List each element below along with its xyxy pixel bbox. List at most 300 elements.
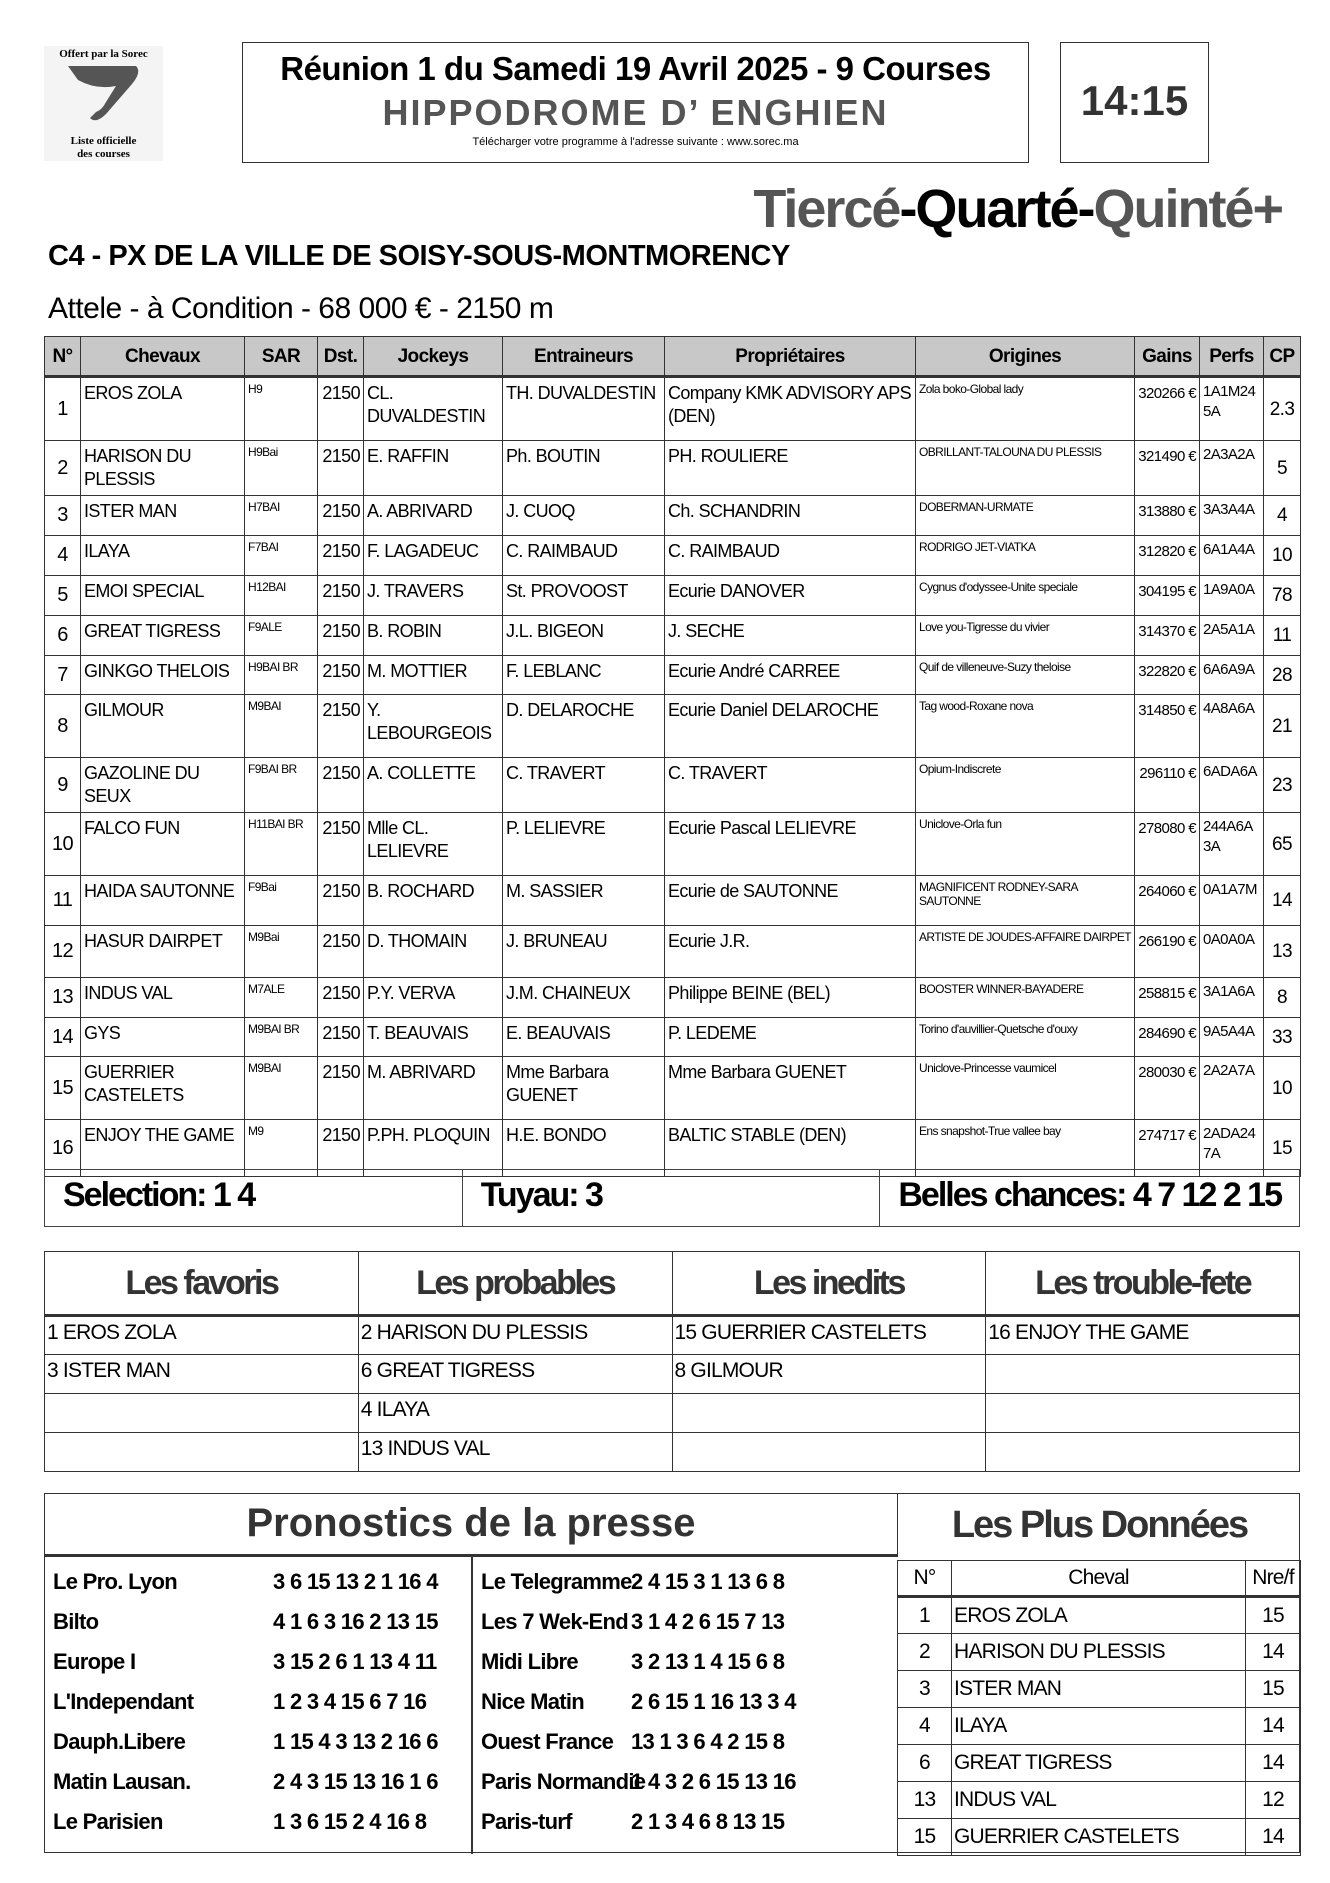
press-source: Les 7 Wek-End bbox=[481, 1609, 628, 1634]
cell-jockey: CL. DUVALDESTIN bbox=[364, 377, 503, 441]
cell-cp: 78 bbox=[1264, 576, 1301, 616]
table-row bbox=[45, 377, 1301, 441]
cell-number: 7 bbox=[45, 656, 81, 695]
cell-jockey: Mlle CL. LELIEVRE bbox=[364, 813, 503, 876]
cell-cp: 23 bbox=[1264, 758, 1301, 813]
cell-earnings: 322820 € bbox=[1135, 656, 1200, 695]
press-picks: 2 4 3 15 13 16 1 6 bbox=[273, 1769, 438, 1794]
group-cell: 4 ILAYA bbox=[358, 1394, 672, 1433]
cell-number: 11 bbox=[45, 876, 81, 926]
table-row bbox=[45, 813, 1301, 876]
cell-number: 15 bbox=[45, 1057, 81, 1120]
header-distance: Dst. bbox=[318, 337, 364, 377]
cell-perfs: 3A3A4A bbox=[1200, 496, 1264, 536]
table-row bbox=[45, 536, 1301, 576]
cell-trainer: D. DELAROCHE bbox=[503, 695, 665, 758]
cell-earnings: 266190 € bbox=[1135, 926, 1200, 978]
press-source: Europe I bbox=[53, 1649, 136, 1674]
plus-cell: GREAT TIGRESS bbox=[952, 1745, 1246, 1782]
table-row bbox=[45, 978, 1301, 1018]
group-cell: 2 HARISON DU PLESSIS bbox=[358, 1316, 672, 1355]
cell-cp: 14 bbox=[1264, 876, 1301, 926]
cell-earnings: 312820 € bbox=[1135, 536, 1200, 576]
header-horse: Chevaux bbox=[81, 337, 245, 377]
header-cp: CP bbox=[1264, 337, 1301, 377]
cell-trainer: E. BEAUVAIS bbox=[503, 1018, 665, 1057]
cell-origins: RODRIGO JET-VIATKA bbox=[916, 536, 1135, 576]
cell-origins: Zola boko-Global lady bbox=[916, 377, 1135, 441]
plus-cell: 14 bbox=[1246, 1745, 1301, 1782]
cell-horse: EMOI SPECIAL bbox=[81, 576, 245, 616]
cell-perfs: 0A1A7M bbox=[1200, 876, 1264, 926]
plus-cell: 3 bbox=[898, 1671, 952, 1708]
table-row bbox=[45, 758, 1301, 813]
table-row bbox=[45, 926, 1301, 978]
sorec-logo bbox=[44, 46, 163, 161]
press-row bbox=[473, 1689, 897, 1729]
cell-distance: 2150 bbox=[318, 1057, 364, 1120]
cell-number: 12 bbox=[45, 926, 81, 978]
plus-donnees-title: Les Plus Données bbox=[951, 1504, 1248, 1546]
plus-cell: GUERRIER CASTELETS bbox=[952, 1819, 1246, 1856]
plus-cell: 15 bbox=[898, 1819, 952, 1856]
cell-trainer: F. LEBLANC bbox=[503, 656, 665, 695]
cell-distance: 2150 bbox=[318, 926, 364, 978]
press-source: Nice Matin bbox=[481, 1689, 585, 1714]
plus-donnees-table bbox=[897, 1560, 1301, 1856]
cell-number: 3 bbox=[45, 496, 81, 536]
plus-cell: ISTER MAN bbox=[952, 1671, 1246, 1708]
cell-cp: 13 bbox=[1264, 926, 1301, 978]
plus-cell: 2 bbox=[898, 1634, 952, 1671]
cell-sar: H9 bbox=[245, 377, 318, 441]
cell-origins: Tag wood-Roxane nova bbox=[916, 695, 1135, 758]
cell-owner: Ecurie de SAUTONNE bbox=[665, 876, 916, 926]
bet-quinte: Quinté+ bbox=[1093, 179, 1282, 239]
press-source: Ouest France bbox=[481, 1729, 614, 1754]
group-cell: 16 ENJOY THE GAME bbox=[986, 1316, 1300, 1355]
press-row bbox=[45, 1649, 471, 1689]
plus-row bbox=[898, 1671, 1301, 1708]
race-title: C4 - PX DE LA VILLE DE SOISY-SOUS-MONTMORENCY bbox=[48, 240, 790, 272]
group-cell: 15 GUERRIER CASTELETS bbox=[672, 1316, 986, 1355]
cell-trainer: J.M. CHAINEUX bbox=[503, 978, 665, 1018]
cell-jockey: J. TRAVERS bbox=[364, 576, 503, 616]
cell-perfs: 6A6A9A bbox=[1200, 656, 1264, 695]
cell-distance: 2150 bbox=[318, 978, 364, 1018]
table-row bbox=[45, 496, 1301, 536]
cell-earnings: 278080 € bbox=[1135, 813, 1200, 876]
tuyau-tip: Tuyau: 3 bbox=[462, 1170, 880, 1226]
plus-cell: ILAYA bbox=[952, 1708, 1246, 1745]
press-source: Dauph.Libere bbox=[53, 1729, 186, 1754]
cell-cp: 21 bbox=[1264, 695, 1301, 758]
header-owner: Propriétaires bbox=[665, 337, 916, 377]
plus-row bbox=[898, 1745, 1301, 1782]
press-row bbox=[45, 1729, 471, 1769]
cell-origins: Uniclove-Princesse vaumicel bbox=[916, 1057, 1135, 1120]
cell-owner: C. RAIMBAUD bbox=[665, 536, 916, 576]
cell-jockey: B. ROCHARD bbox=[364, 876, 503, 926]
plus-row bbox=[898, 1597, 1301, 1634]
cell-earnings: 284690 € bbox=[1135, 1018, 1200, 1057]
cell-distance: 2150 bbox=[318, 758, 364, 813]
cell-cp: 8 bbox=[1264, 978, 1301, 1018]
cell-distance: 2150 bbox=[318, 656, 364, 695]
cell-trainer: Ph. BOUTIN bbox=[503, 441, 665, 496]
cell-earnings: 296110 € bbox=[1135, 758, 1200, 813]
press-picks: 1 3 6 15 2 4 16 8 bbox=[273, 1809, 427, 1834]
plus-row bbox=[898, 1708, 1301, 1745]
cell-sar: M9 bbox=[245, 1120, 318, 1177]
group-cell: 6 GREAT TIGRESS bbox=[358, 1355, 672, 1394]
press-picks: 3 6 15 13 2 1 16 4 bbox=[273, 1569, 438, 1594]
table-row bbox=[45, 1057, 1301, 1120]
press-source: Paris-turf bbox=[481, 1809, 572, 1834]
cell-jockey: M. MOTTIER bbox=[364, 656, 503, 695]
cell-sar: F9Bai bbox=[245, 876, 318, 926]
logo-bottom-line1: Liste officielle bbox=[70, 135, 137, 147]
cell-jockey: A. ABRIVARD bbox=[364, 496, 503, 536]
cell-cp: 33 bbox=[1264, 1018, 1301, 1057]
cell-jockey: E. RAFFIN bbox=[364, 441, 503, 496]
table-row bbox=[45, 1018, 1301, 1057]
press-section bbox=[44, 1493, 1300, 1853]
header-perfs: Perfs bbox=[1200, 337, 1264, 377]
cell-number: 6 bbox=[45, 616, 81, 656]
cell-cp: 28 bbox=[1264, 656, 1301, 695]
cell-trainer: J. BRUNEAU bbox=[503, 926, 665, 978]
cell-cp: 4 bbox=[1264, 496, 1301, 536]
press-picks: 2 6 15 1 16 13 3 4 bbox=[631, 1689, 796, 1714]
cell-owner: C. TRAVERT bbox=[665, 758, 916, 813]
plus-row bbox=[898, 1634, 1301, 1671]
plus-cell: 12 bbox=[1246, 1782, 1301, 1819]
cell-cp: 5 bbox=[1264, 441, 1301, 496]
header-number: N° bbox=[45, 337, 81, 377]
table-row bbox=[45, 876, 1301, 926]
group-cell bbox=[45, 1433, 359, 1472]
horse-logo-icon bbox=[66, 62, 144, 124]
plus-cell: HARISON DU PLESSIS bbox=[952, 1634, 1246, 1671]
cell-number: 13 bbox=[45, 978, 81, 1018]
cell-jockey: D. THOMAIN bbox=[364, 926, 503, 978]
cell-earnings: 258815 € bbox=[1135, 978, 1200, 1018]
cell-owner: Ecurie Daniel DELAROCHE bbox=[665, 695, 916, 758]
group-cell: 3 ISTER MAN bbox=[45, 1355, 359, 1394]
groups-table bbox=[44, 1251, 1300, 1472]
cell-horse: ISTER MAN bbox=[81, 496, 245, 536]
runners-table bbox=[44, 336, 1301, 1177]
cell-origins: Quif de villeneuve-Suzy theloise bbox=[916, 656, 1135, 695]
plus-cell: 4 bbox=[898, 1708, 952, 1745]
group-header: Les inedits bbox=[672, 1252, 986, 1316]
press-row bbox=[45, 1609, 471, 1649]
bet-type-title bbox=[753, 178, 1282, 240]
cell-owner: Ecurie DANOVER bbox=[665, 576, 916, 616]
cell-distance: 2150 bbox=[318, 695, 364, 758]
press-picks: 3 2 13 1 4 15 6 8 bbox=[631, 1649, 785, 1674]
cell-sar: M9Bai bbox=[245, 926, 318, 978]
plus-cell: INDUS VAL bbox=[952, 1782, 1246, 1819]
cell-sar: H12BAI bbox=[245, 576, 318, 616]
press-row bbox=[473, 1649, 897, 1689]
cell-sar: F9BAI BR bbox=[245, 758, 318, 813]
cell-number: 14 bbox=[45, 1018, 81, 1057]
selection-tip: Selection: 1 4 bbox=[63, 1176, 255, 1214]
plus-cell: 15 bbox=[1246, 1671, 1301, 1708]
cell-perfs: 0A0A0A bbox=[1200, 926, 1264, 978]
cell-cp: 11 bbox=[1264, 616, 1301, 656]
cell-perfs: 2A2A7A bbox=[1200, 1057, 1264, 1120]
plus-cell: 13 bbox=[898, 1782, 952, 1819]
table-row bbox=[45, 656, 1301, 695]
press-picks: 1 15 4 3 13 2 16 6 bbox=[273, 1729, 438, 1754]
plus-header: N° bbox=[898, 1561, 952, 1597]
press-right-column bbox=[473, 1569, 897, 1849]
tips-bar bbox=[44, 1169, 1300, 1227]
cell-trainer: St. PROVOOST bbox=[503, 576, 665, 616]
group-header: Les favoris bbox=[45, 1252, 359, 1316]
cell-horse: FALCO FUN bbox=[81, 813, 245, 876]
meeting-header bbox=[242, 42, 1029, 163]
press-row bbox=[45, 1769, 471, 1809]
cell-owner: P. LEDEME bbox=[665, 1018, 916, 1057]
cell-perfs: 6A1A4A bbox=[1200, 536, 1264, 576]
cell-origins: Ens snapshot-True vallee bay bbox=[916, 1120, 1135, 1177]
cell-horse: ENJOY THE GAME bbox=[81, 1120, 245, 1177]
cell-distance: 2150 bbox=[318, 876, 364, 926]
group-row bbox=[45, 1433, 1300, 1472]
cell-sar: M9BAI bbox=[245, 695, 318, 758]
cell-distance: 2150 bbox=[318, 377, 364, 441]
press-picks: 13 1 3 6 4 2 15 8 bbox=[631, 1729, 785, 1754]
cell-origins: Love you-Tigresse du vivier bbox=[916, 616, 1135, 656]
group-cell bbox=[672, 1394, 986, 1433]
cell-number: 4 bbox=[45, 536, 81, 576]
cell-trainer: J.L. BIGEON bbox=[503, 616, 665, 656]
cell-jockey: A. COLLETTE bbox=[364, 758, 503, 813]
cell-cp: 2.3 bbox=[1264, 377, 1301, 441]
plus-cell: 1 bbox=[898, 1597, 952, 1634]
cell-trainer: TH. DUVALDESTIN bbox=[503, 377, 665, 441]
cell-distance: 2150 bbox=[318, 536, 364, 576]
cell-trainer: H.E. BONDO bbox=[503, 1120, 665, 1177]
press-source: Le Parisien bbox=[53, 1809, 163, 1834]
cell-horse: GREAT TIGRESS bbox=[81, 616, 245, 656]
press-picks: 3 1 4 2 6 15 7 13 bbox=[631, 1609, 785, 1634]
cell-origins: Torino d'auvillier-Quetsche d'ouxy bbox=[916, 1018, 1135, 1057]
header-origins: Origines bbox=[916, 337, 1135, 377]
cell-jockey: M. ABRIVARD bbox=[364, 1057, 503, 1120]
cell-jockey: Y. LEBOURGEOIS bbox=[364, 695, 503, 758]
cell-trainer: C. TRAVERT bbox=[503, 758, 665, 813]
plus-cell: EROS ZOLA bbox=[952, 1597, 1246, 1634]
press-source: Paris Normandie bbox=[481, 1769, 646, 1794]
cell-trainer: Mme Barbara GUENET bbox=[503, 1057, 665, 1120]
press-source: Le Telegramme bbox=[481, 1569, 632, 1594]
cell-owner: Company KMK ADVISORY APS (DEN) bbox=[665, 377, 916, 441]
header-trainer: Entraineurs bbox=[503, 337, 665, 377]
press-picks: 4 1 6 3 16 2 13 15 bbox=[273, 1609, 438, 1634]
cell-distance: 2150 bbox=[318, 1018, 364, 1057]
cell-horse: HAIDA SAUTONNE bbox=[81, 876, 245, 926]
cell-owner: Ecurie André CARREE bbox=[665, 656, 916, 695]
cell-owner: BALTIC STABLE (DEN) bbox=[665, 1120, 916, 1177]
race-time: 14:15 bbox=[1060, 42, 1209, 163]
header-earnings: Gains bbox=[1135, 337, 1200, 377]
cell-distance: 2150 bbox=[318, 441, 364, 496]
plus-row bbox=[898, 1819, 1301, 1856]
cell-sar: F7BAI bbox=[245, 536, 318, 576]
cell-earnings: 264060 € bbox=[1135, 876, 1200, 926]
cell-horse: HARISON DU PLESSIS bbox=[81, 441, 245, 496]
press-source: Matin Lausan. bbox=[53, 1769, 191, 1794]
press-source: Midi Libre bbox=[481, 1649, 578, 1674]
logo-top-text: Offert par la Sorec bbox=[59, 48, 148, 60]
press-picks: 1 4 3 2 6 15 13 16 bbox=[631, 1769, 796, 1794]
cell-origins: DOBERMAN-URMATE bbox=[916, 496, 1135, 536]
group-cell: 1 EROS ZOLA bbox=[45, 1316, 359, 1355]
download-note: Télécharger votre programme à l'adresse suivante : www.sorec.ma bbox=[472, 136, 799, 148]
cell-perfs: 3A1A6A bbox=[1200, 978, 1264, 1018]
plus-cell: 14 bbox=[1246, 1708, 1301, 1745]
cell-perfs: 2ADA24 7A bbox=[1200, 1120, 1264, 1177]
cell-trainer: P. LELIEVRE bbox=[503, 813, 665, 876]
group-cell bbox=[986, 1433, 1300, 1472]
cell-horse: GAZOLINE DU SEUX bbox=[81, 758, 245, 813]
cell-perfs: 2A5A1A bbox=[1200, 616, 1264, 656]
bet-tierce: Tiercé bbox=[753, 179, 900, 239]
cell-earnings: 280030 € bbox=[1135, 1057, 1200, 1120]
cell-distance: 2150 bbox=[318, 813, 364, 876]
plus-row bbox=[898, 1782, 1301, 1819]
group-cell bbox=[45, 1394, 359, 1433]
group-header: Les probables bbox=[358, 1252, 672, 1316]
press-row bbox=[45, 1569, 471, 1609]
race-conditions: Attele - à Condition - 68 000 € - 2150 m bbox=[48, 292, 554, 325]
cell-number: 5 bbox=[45, 576, 81, 616]
bet-quarte: -Quarté- bbox=[899, 179, 1094, 239]
venue-name: HIPPODROME D’ ENGHIEN bbox=[382, 92, 889, 133]
cell-jockey: P.PH. PLOQUIN bbox=[364, 1120, 503, 1177]
group-row bbox=[45, 1316, 1300, 1355]
cell-owner: Ch. SCHANDRIN bbox=[665, 496, 916, 536]
table-row bbox=[45, 1120, 1301, 1177]
table-row bbox=[45, 441, 1301, 496]
cell-origins: ARTISTE DE JOUDES-AFFAIRE DAIRPET bbox=[916, 926, 1135, 978]
cell-origins: Cygnus d'odyssee-Unite speciale bbox=[916, 576, 1135, 616]
cell-number: 1 bbox=[45, 377, 81, 441]
plus-cell: 6 bbox=[898, 1745, 952, 1782]
table-row bbox=[45, 576, 1301, 616]
plus-cell: 14 bbox=[1246, 1819, 1301, 1856]
cell-number: 8 bbox=[45, 695, 81, 758]
cell-sar: M9BAI bbox=[245, 1057, 318, 1120]
cell-owner: Mme Barbara GUENET bbox=[665, 1057, 916, 1120]
cell-earnings: 320266 € bbox=[1135, 377, 1200, 441]
group-cell bbox=[672, 1433, 986, 1472]
cell-earnings: 321490 € bbox=[1135, 441, 1200, 496]
press-row bbox=[45, 1809, 471, 1849]
cell-earnings: 304195 € bbox=[1135, 576, 1200, 616]
cell-horse: GILMOUR bbox=[81, 695, 245, 758]
cell-trainer: J. CUOQ bbox=[503, 496, 665, 536]
cell-distance: 2150 bbox=[318, 576, 364, 616]
press-picks: 2 4 15 3 1 13 6 8 bbox=[631, 1569, 785, 1594]
groups-header-row bbox=[45, 1252, 1300, 1316]
cell-horse: EROS ZOLA bbox=[81, 377, 245, 441]
cell-sar: H7BAI bbox=[245, 496, 318, 536]
table-row bbox=[45, 616, 1301, 656]
cell-cp: 15 bbox=[1264, 1120, 1301, 1177]
cell-number: 16 bbox=[45, 1120, 81, 1177]
cell-owner: Philippe BEINE (BEL) bbox=[665, 978, 916, 1018]
press-row bbox=[45, 1689, 471, 1729]
press-source: L'Independant bbox=[53, 1689, 194, 1714]
header-jockey: Jockeys bbox=[364, 337, 503, 377]
press-row bbox=[473, 1569, 897, 1609]
cell-owner: J. SECHE bbox=[665, 616, 916, 656]
cell-distance: 2150 bbox=[318, 616, 364, 656]
cell-perfs: 1A1M24 5A bbox=[1200, 377, 1264, 441]
cell-origins: OBRILLANT-TALOUNA DU PLESSIS bbox=[916, 441, 1135, 496]
press-row bbox=[473, 1809, 897, 1849]
cell-owner: Ecurie J.R. bbox=[665, 926, 916, 978]
press-left-column bbox=[45, 1569, 471, 1849]
plus-header-row bbox=[898, 1561, 1301, 1597]
cell-distance: 2150 bbox=[318, 496, 364, 536]
cell-horse: GUERRIER CASTELETS bbox=[81, 1057, 245, 1120]
cell-number: 2 bbox=[45, 441, 81, 496]
cell-sar: H9BAI BR bbox=[245, 656, 318, 695]
meeting-title: Réunion 1 du Samedi 19 Avril 2025 - 9 Courses bbox=[280, 50, 991, 87]
plus-header: Cheval bbox=[952, 1561, 1246, 1597]
cell-perfs: 9A5A4A bbox=[1200, 1018, 1264, 1057]
cell-earnings: 314850 € bbox=[1135, 695, 1200, 758]
plus-cell: 15 bbox=[1246, 1597, 1301, 1634]
logo-bottom-line2: des courses bbox=[77, 148, 130, 160]
group-row bbox=[45, 1394, 1300, 1433]
cell-origins: Opium-Indiscrete bbox=[916, 758, 1135, 813]
cell-perfs: 4A8A6A bbox=[1200, 695, 1264, 758]
cell-perfs: 2A3A2A bbox=[1200, 441, 1264, 496]
group-row bbox=[45, 1355, 1300, 1394]
group-cell bbox=[986, 1394, 1300, 1433]
cell-perfs: 6ADA6A bbox=[1200, 758, 1264, 813]
cell-cp: 10 bbox=[1264, 1057, 1301, 1120]
press-title: Pronostics de la presse bbox=[45, 1494, 898, 1557]
cell-owner: Ecurie Pascal LELIEVRE bbox=[665, 813, 916, 876]
cell-horse: ILAYA bbox=[81, 536, 245, 576]
cell-jockey: T. BEAUVAIS bbox=[364, 1018, 503, 1057]
cell-origins: BOOSTER WINNER-BAYADERE bbox=[916, 978, 1135, 1018]
cell-trainer: M. SASSIER bbox=[503, 876, 665, 926]
plus-header: Nre/f bbox=[1246, 1561, 1301, 1597]
cell-jockey: P.Y. VERVA bbox=[364, 978, 503, 1018]
cell-origins: Uniclove-Orla fun bbox=[916, 813, 1135, 876]
cell-origins: MAGNIFICENT RODNEY-SARA SAUTONNE bbox=[916, 876, 1135, 926]
cell-sar: F9ALE bbox=[245, 616, 318, 656]
group-cell: 13 INDUS VAL bbox=[358, 1433, 672, 1472]
cell-horse: GINKGO THELOIS bbox=[81, 656, 245, 695]
cell-jockey: F. LAGADEUC bbox=[364, 536, 503, 576]
cell-sar: M7ALE bbox=[245, 978, 318, 1018]
press-picks: 1 2 3 4 15 6 7 16 bbox=[273, 1689, 427, 1714]
cell-owner: PH. ROULIERE bbox=[665, 441, 916, 496]
plus-cell: 14 bbox=[1246, 1634, 1301, 1671]
cell-perfs: 244A6A 3A bbox=[1200, 813, 1264, 876]
